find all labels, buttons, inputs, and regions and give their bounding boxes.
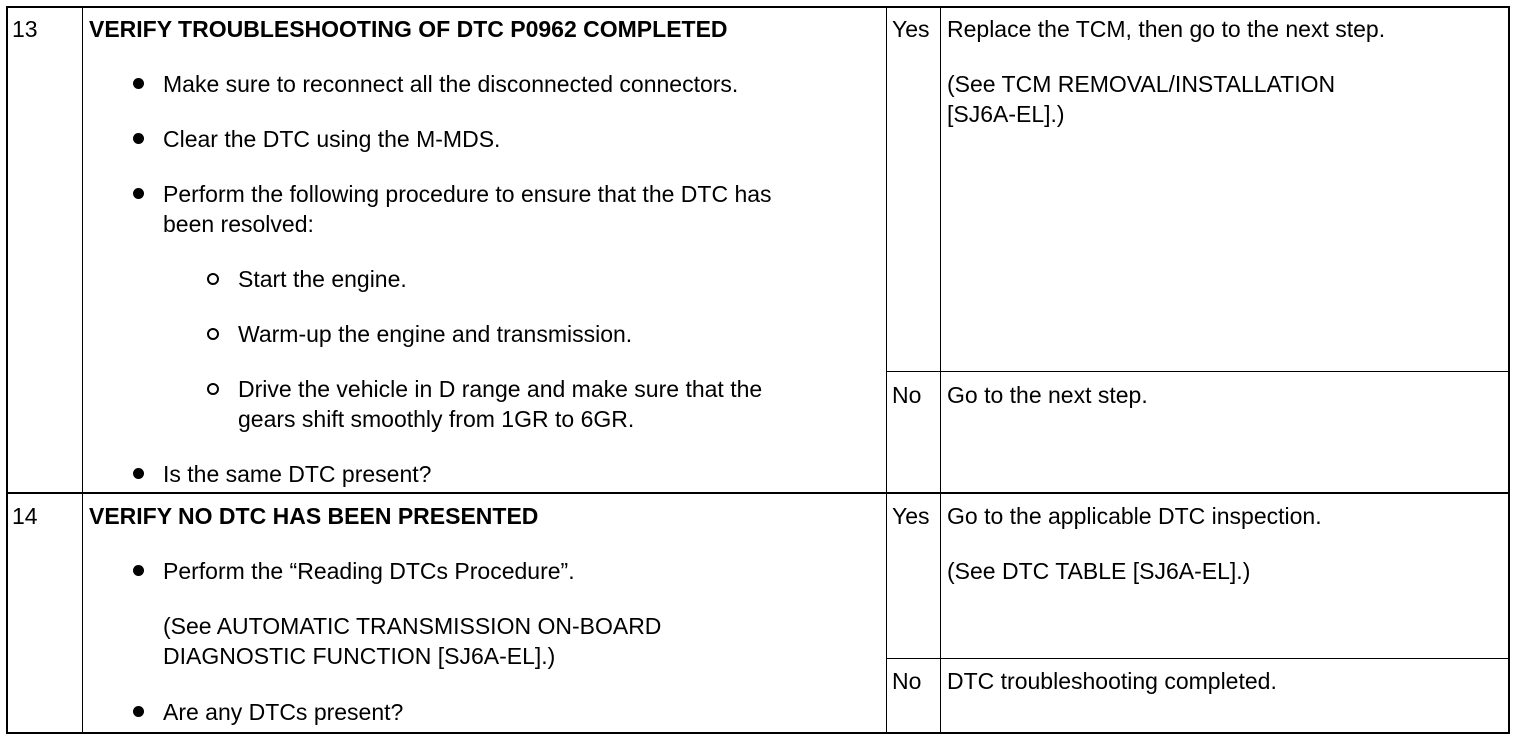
step-number: 14: [12, 503, 38, 529]
bullet-icon: [133, 468, 144, 479]
sub-instruction-text-continued: gears shift smoothly from 1GR to 6GR.: [238, 406, 635, 432]
sub-bullet-icon: [207, 383, 219, 395]
step-title: VERIFY TROUBLESHOOTING OF DTC P0962 COMPLETED: [89, 16, 728, 42]
yes-action-reference: (See TCM REMOVAL/INSTALLATION: [947, 71, 1336, 97]
question-text: Is the same DTC present?: [163, 461, 432, 487]
reference-note-continued: DIAGNOSTIC FUNCTION [SJ6A-EL].): [163, 643, 556, 669]
yes-label: Yes: [892, 503, 930, 529]
column-divider-result: [886, 6, 887, 732]
instruction-text: Perform the following procedure to ensure that the DTC has: [163, 181, 772, 207]
sub-instruction-text: Start the engine.: [238, 266, 407, 292]
instruction-text: Clear the DTC using the M-MDS.: [163, 126, 501, 152]
yes-action-reference: (See DTC TABLE [SJ6A-EL].): [947, 558, 1251, 584]
bullet-icon: [133, 706, 144, 717]
column-divider-action: [940, 6, 941, 732]
bullet-icon: [133, 78, 144, 89]
yes-action-text: Replace the TCM, then go to the next step.: [947, 16, 1386, 42]
sub-bullet-icon: [207, 273, 219, 285]
reference-note: (See AUTOMATIC TRANSMISSION ON-BOARD: [163, 613, 662, 639]
instruction-text: Perform the “Reading DTCs Procedure”.: [163, 558, 575, 584]
instruction-text: Make sure to reconnect all the disconnected connectors.: [163, 71, 739, 97]
yes-label: Yes: [892, 16, 930, 42]
bullet-icon: [133, 565, 144, 576]
no-label: No: [892, 668, 922, 694]
no-action-text: DTC troubleshooting completed.: [947, 668, 1277, 694]
sub-bullet-icon: [207, 328, 219, 340]
bullet-icon: [133, 133, 144, 144]
instruction-text-continued: been resolved:: [163, 211, 314, 237]
yes-no-divider-row14: [886, 658, 1508, 659]
sub-instruction-text: Drive the vehicle in D range and make sure that the: [238, 376, 763, 402]
bullet-icon: [133, 188, 144, 199]
no-action-text: Go to the next step.: [947, 382, 1148, 408]
yes-action-reference-continued: [SJ6A-EL].): [947, 101, 1065, 127]
step-number: 13: [12, 16, 38, 42]
step-title: VERIFY NO DTC HAS BEEN PRESENTED: [89, 503, 539, 529]
sub-instruction-text: Warm-up the engine and transmission.: [238, 321, 633, 347]
yes-action-text: Go to the applicable DTC inspection.: [947, 503, 1322, 529]
no-label: No: [892, 382, 922, 408]
column-divider-step: [82, 6, 83, 732]
yes-no-divider-row13: [886, 371, 1508, 372]
row-divider: [6, 492, 1510, 494]
question-text: Are any DTCs present?: [163, 699, 404, 725]
